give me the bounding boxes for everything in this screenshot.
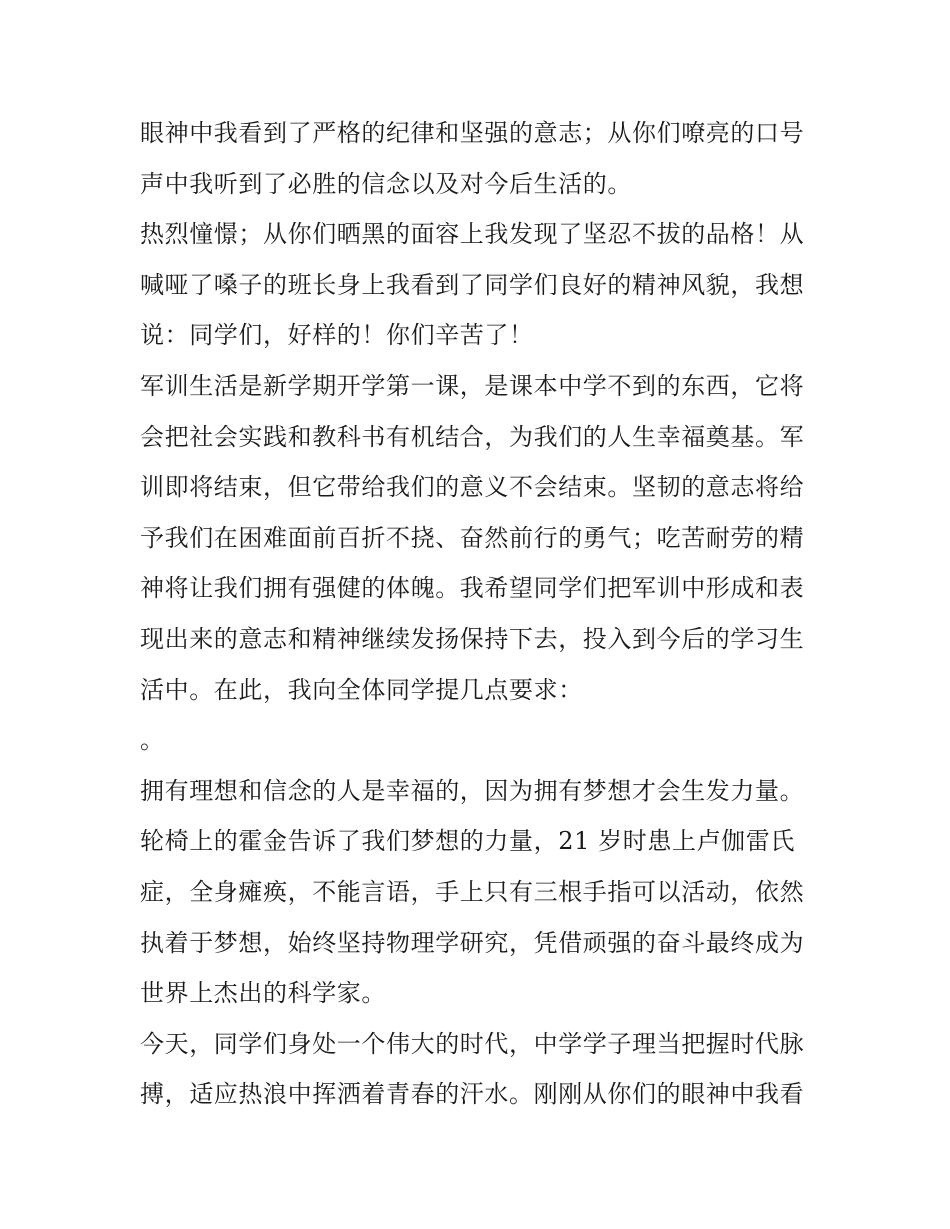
text-line: 说：同学们，好样的！你们辛苦了！ bbox=[140, 321, 534, 350]
text-line: 症，全身瘫痪，不能言语，手上只有三根手指可以活动，依然 bbox=[140, 877, 805, 906]
text-line: 神将让我们拥有强健的体魄。我希望同学们把军训中形成和表 bbox=[140, 574, 805, 603]
text-line: 军训生活是新学期开学第一课，是课本中学不到的东西，它将 bbox=[140, 371, 805, 400]
text-line: 。 bbox=[140, 726, 165, 755]
document-body bbox=[140, 108, 820, 1120]
text-line: 予我们在困难面前百折不挠、奋然前行的勇气；吃苦耐劳的精 bbox=[140, 523, 805, 552]
text-line: 训即将结束，但它带给我们的意义不会结束。坚韧的意志将给 bbox=[140, 473, 805, 502]
text-line: 轮椅上的霍金告诉了我们梦想的力量，21 岁时患上卢伽雷氏 bbox=[140, 827, 795, 856]
text-line: 现出来的意志和精神继续发扬保持下去，投入到今后的学习生 bbox=[140, 624, 805, 653]
text-line: 今天，同学们身处一个伟大的时代，中学学子理当把握时代脉 bbox=[140, 1029, 805, 1058]
text-line: 会把社会实践和教科书有机结合，为我们的人生幸福奠基。军 bbox=[140, 422, 805, 451]
text-line: 喊哑了嗓子的班长身上我看到了同学们良好的精神风貌，我想 bbox=[140, 270, 805, 299]
text-line: 眼神中我看到了严格的纪律和坚强的意志；从你们嘹亮的口号 bbox=[140, 119, 805, 147]
text-line: 执着于梦想，始终坚持物理学研究，凭借顽强的奋斗最终成为 bbox=[140, 928, 805, 957]
text-line: 搏，适应热浪中挥洒着青春的汗水。刚刚从你们的眼神中我看 bbox=[140, 1080, 805, 1109]
text-line: 活中。在此，我向全体同学提几点要求： bbox=[140, 675, 583, 704]
text-line: 拥有理想和信念的人是幸福的，因为拥有梦想才会生发力量。 bbox=[140, 776, 805, 805]
text-line: 世界上杰出的科学家。 bbox=[140, 979, 386, 1008]
text-line: 声中我听到了必胜的信念以及对今后生活的。 bbox=[140, 169, 632, 198]
text-line: 热烈憧憬；从你们晒黑的面容上我发现了坚忍不拔的品格！从 bbox=[140, 220, 805, 249]
